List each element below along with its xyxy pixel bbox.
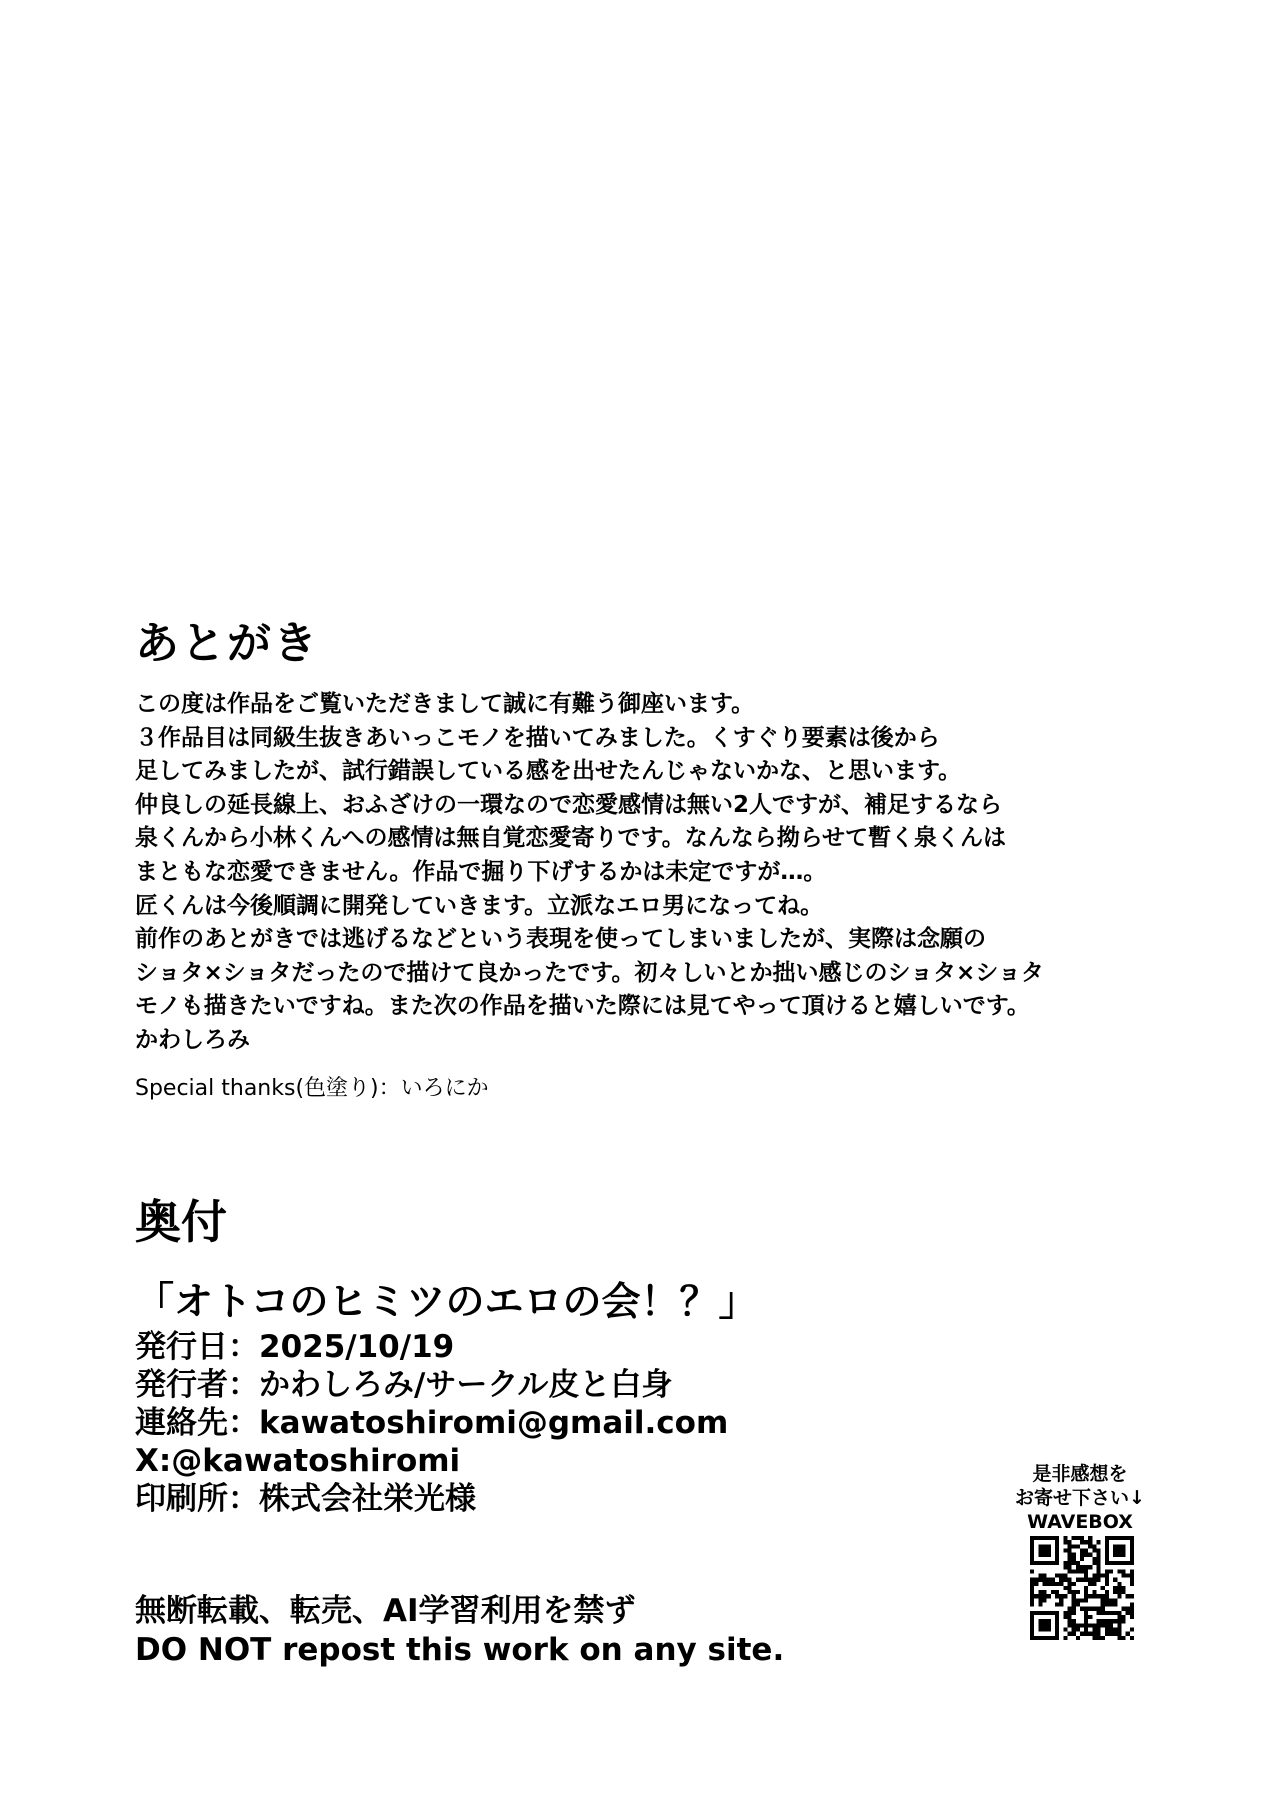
colophon-info: [135, 1328, 728, 1518]
afterword-line: 仲良しの延長線上、おふざけの一環なので恋愛感情は無い2人ですが、補足するなら: [135, 791, 1003, 818]
wavebox-label: WAVEBOX: [1027, 1511, 1133, 1533]
contact-email: 連絡先：kawatoshiromi@gmail.com: [135, 1405, 729, 1441]
special-thanks: Special thanks(色塗り)：いろにか: [135, 1076, 489, 1101]
wavebox-line-2: お寄せ下さい↓: [1015, 1487, 1145, 1509]
publisher: 発行者：かわしろみ/サークル皮と白身: [135, 1367, 673, 1403]
afterword-line: 匠くんは今後順調に開発していきます。立派なエロ男になってね。: [135, 892, 824, 919]
afterword-body: [135, 688, 1215, 1058]
afterword-line: モノも描きたいですね。また次の作品を描いた際には見てやって頂けると嬉しいです。: [135, 993, 1030, 1020]
afterword-line: 前作のあとがきでは逃げるなどという表現を使ってしまいましたが、実際は念願の: [135, 926, 986, 953]
notice-ja: 無断転載、転売、AI学習利用を禁ず: [135, 1593, 636, 1629]
afterword-signature: かわしろみ: [135, 1026, 250, 1053]
afterword-line: 泉くんから小林くんへの感情は無自覚恋愛寄りです。なんなら拗らせて暫く泉くんは: [135, 825, 1007, 852]
afterword-line: まともな恋愛できません。作品で掘り下げするかは未定ですが…。: [135, 858, 827, 885]
repost-notice: [135, 1592, 784, 1670]
colophon-heading: 奥付: [135, 1195, 227, 1249]
afterword-line: ３作品目は同級生抜きあいっこモノを描いてみました。くすぐり要素は後から: [135, 724, 940, 751]
wavebox-caption: [995, 1462, 1165, 1534]
afterword-line: この度は作品をご覧いただきまして誠に有難う御座います。: [135, 691, 755, 717]
work-title: 「オトコのヒミツのエロの会！？」: [135, 1280, 758, 1325]
printer: 印刷所：株式会社栄光様: [135, 1481, 476, 1517]
afterword-heading: あとがき: [135, 618, 319, 669]
afterword-line: ショタ×ショタだったので描けて良かったです。初々しいとか拙い感じのショタ×ショタ: [135, 959, 1044, 986]
afterword-line: 足してみましたが、試行錯誤している感を出せたんじゃないかな、と思います。: [135, 758, 962, 785]
qr-code-icon[interactable]: [1030, 1536, 1134, 1640]
notice-en: DO NOT repost this work on any site.: [135, 1632, 785, 1668]
x-handle: X:@kawatoshiromi: [135, 1443, 461, 1479]
publish-date: 発行日：2025/10/19: [135, 1329, 455, 1365]
wavebox-line-1: 是非感想を: [1032, 1463, 1128, 1485]
